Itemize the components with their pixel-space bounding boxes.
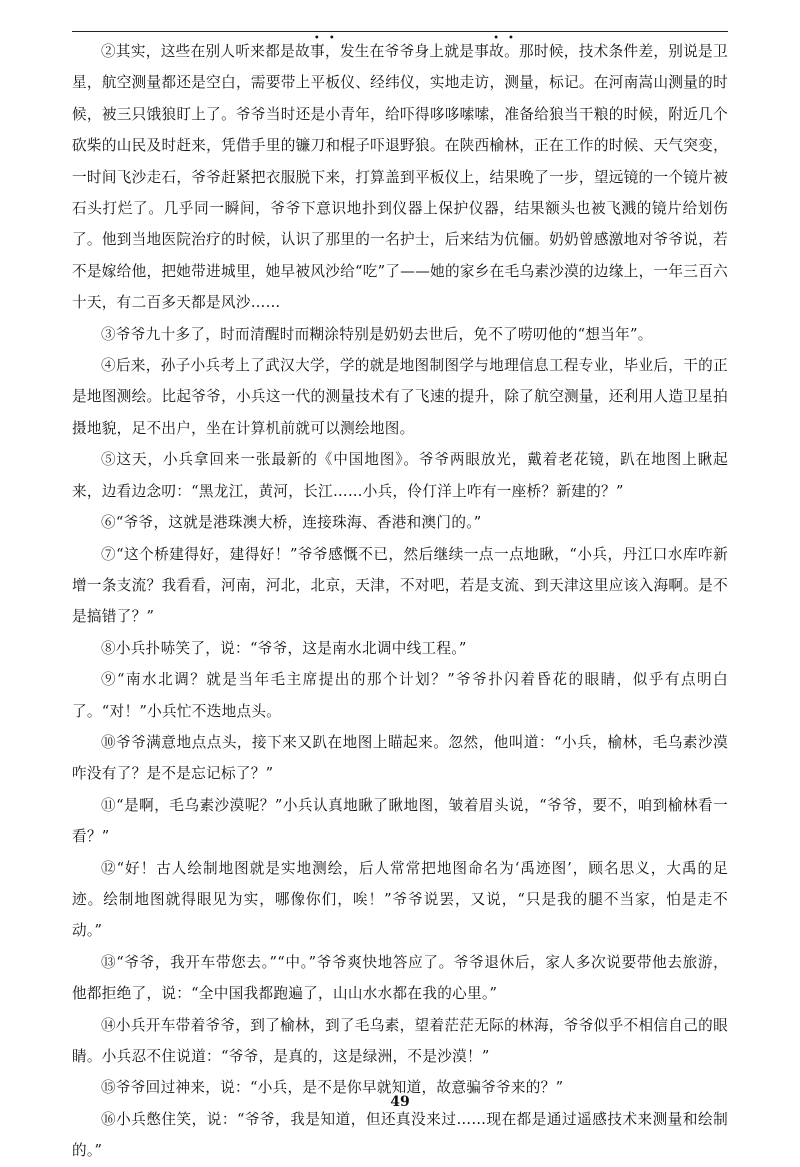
paragraph-text: ⑮爷爷回过神来，说：“小兵，是不是你早就知道，故意骗爷爷来的？”: [101, 1079, 564, 1097]
paragraph-text: ④后来，孙子小兵考上了武汉大学，学的就是地图制图学与地理信息工程专业，毕业后，干的正是地图测绘。比起爷爷，小兵这一代的测量技术有了飞速的提升，除了航空测量，还利用人造卫星拍摄地貌，足不出户，坐在计算机前就可以测绘地图。: [72, 357, 728, 437]
header-rule: [72, 31, 728, 32]
paragraph-text: ，发生在爷爷身上就是: [324, 43, 475, 60]
paragraph-text: ⑫“好！古人绘制地图就是实地测绘，后人常常把地图命名为‘禹迹图’，顾名思义，大禹的足迹。绘制地图就得眼见为实，哪像你们，唉！”爷爷说罢，又说，“只是我的腿不当家，怕是走不动。”: [72, 859, 728, 940]
emphasis-dot-icon: •: [508, 33, 515, 44]
paragraph-p5: [72, 444, 728, 507]
paragraph-p9: [72, 664, 728, 727]
paragraph-p8: [72, 633, 728, 664]
paragraph-text: ⑧小兵扑哧笑了，说：“爷爷，这是南水北调中线工程。”: [101, 639, 467, 657]
emphasis-dot-icon: •: [328, 33, 336, 44]
emphasis-dot-icon: •: [313, 33, 321, 44]
paragraph-p13: [72, 947, 728, 1010]
page-number: 49: [390, 1094, 410, 1110]
paragraph-text: ⑯小兵憋住笑，说：“爷爷，我是知道，但还真没来过……现在都是通过遥感技术来测量和绘制的。”: [72, 1110, 728, 1160]
paragraph-p12: [72, 853, 728, 947]
paragraph-text: 。那时候，技术条件差，别说是卫星，航空测量都还是空白，需要带上平板仪、经纬仪，实地走访，测量，标记。在河南嵩山测量的时候，被三只饿狼盯上了。爷爷当时还是小青年，给吓得哆哆嗦嗦，准备给狼当干粮的时候，附近几个砍柴的山民及时赶来，凭借手里的镰刀和棍子吓退野狼。在陕西榆林，正在工作的时候、天气突变，一时间飞沙走石，爷爷赶紧把衣服脱下来，打算盖到平板仪上，结果晚了一步，望远镜的一个镜片被石头打烂了。几乎同一瞬间，爷爷下意识地扑到仪器上保护仪器，结果额头也被飞溅的镜片给划伤了。他到当地医院治疗的时候，认识了那里的一名护士，后来结为伉俪。奶奶曾感激地对爷爷说，若不是嫁给他，把她带进城里，她早被风沙给“吃”了——她的家乡在毛乌素沙漠的边缘上，一年三百六十天，有二百多天都是风沙……: [72, 43, 728, 312]
paragraph-text: ⑩爷爷满意地点点头，接下来又趴在地图上瞄起来。忽然，他叫道：“小兵，榆林，毛乌素沙漠咋没有了？是不是忘记标了？”: [72, 733, 728, 783]
paragraph-p10: [72, 727, 728, 790]
paragraph-p7: [72, 539, 728, 633]
paragraph-p11: [72, 790, 728, 853]
paragraph-p3: [72, 319, 728, 350]
paragraph-text: ③爷爷九十多了，时而清醒时而糊涂特别是奶奶去世后，免不了唠叨他的“想当年”。: [101, 325, 653, 343]
article-body: [72, 33, 728, 1167]
paragraph-text: ⑤这天，小兵拿回来一张最新的《中国地图》。爷爷两眼放光，戴着老花镜，趴在地图上瞅起来，边看边念叨：“黑龙江，黄河，长江……小兵，伶仃洋上咋有一座桥？新建的？”: [72, 451, 728, 500]
paragraph-text: ②其实，这些在别人听来都是: [101, 43, 296, 60]
emphasized-word: 事 • 故 •: [474, 43, 504, 60]
emphasized-word: 故 • 事 •: [295, 43, 325, 60]
paragraph-text: ⑭小兵开车带着爷爷，到了榆林，到了毛乌素，望着茫茫无际的林海，爷爷似乎不相信自己的眼睛。小兵忍不住说道：“爷爷，是真的，这是绿洲，不是沙漠！”: [72, 1016, 728, 1065]
paragraph-text: ⑨“南水北调？就是当年毛主席提出的那个计划？”爷爷扑闪着昏花的眼睛，似乎有点明白了。“对！”小兵忙不迭地点头。: [72, 671, 728, 720]
paragraph-text: ⑬“爷爷，我开车带您去。”“中。”爷爷爽快地答应了。爷爷退休后，家人多次说要带他去旅游，他都拒绝了，说：“全中国我都跑遍了，山山水水都在我的心里。”: [72, 953, 728, 1003]
paragraph-text: ⑪“是啊，毛乌素沙漠呢？”小兵认真地瞅了瞅地图，皱着眉头说，“爷爷，要不，咱到榆林看一看？”: [72, 796, 728, 846]
paragraph-p6: [72, 507, 728, 538]
paragraph-p16: [72, 1104, 728, 1167]
paragraph-p4: [72, 350, 728, 444]
paragraph-p14: [72, 1010, 728, 1073]
paragraph-text: ⑥“爷爷，这就是港珠澳大桥，连接珠海、香港和澳门的。”: [101, 514, 482, 532]
paragraph-text: ⑦“这个桥建得好，建得好！”爷爷感慨不已，然后继续一点一点地瞅，“小兵，丹江口水库咋新增一条支流？我看看，河南，河北，北京，天津，不对吧，若是支流、到天津这里应该入海啊。是不是搞错了？”: [72, 545, 728, 626]
emphasis-dot-icon: •: [493, 33, 500, 44]
paragraph-p2: [72, 33, 728, 319]
